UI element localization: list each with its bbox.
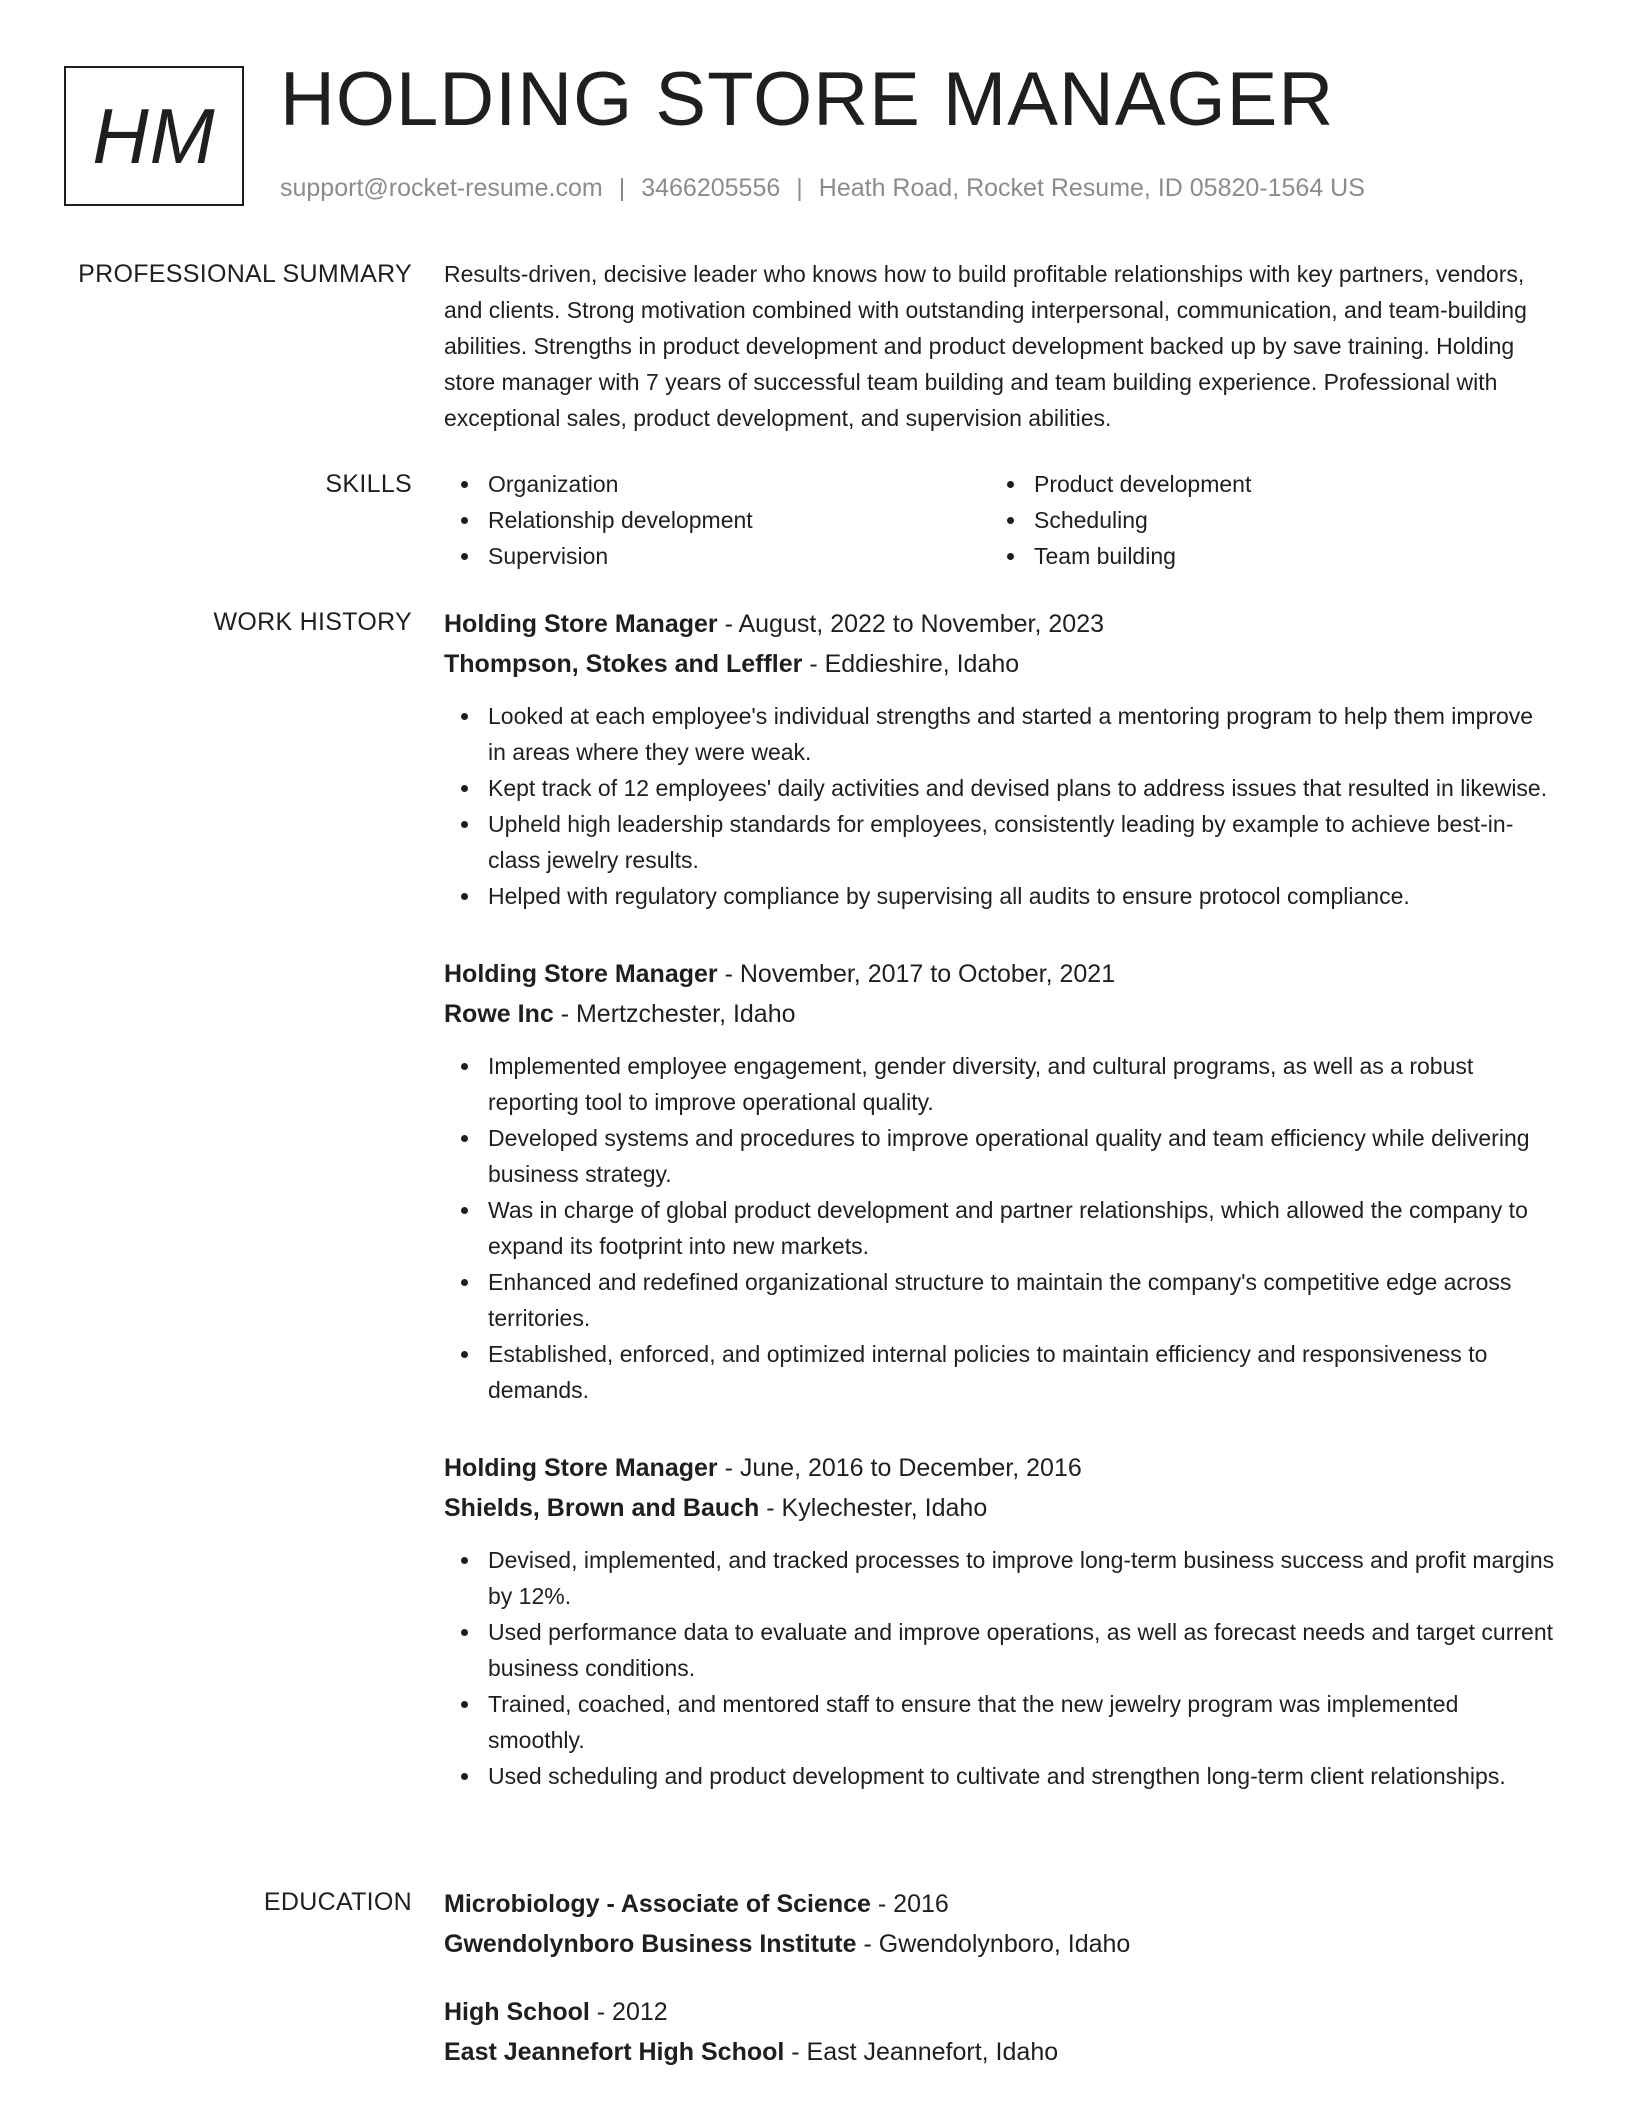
skill-item: Relationship development [444,502,990,538]
job-bullet: Upheld high leadership standards for employees, consistently leading by example to achieve best-in-class jewelry results. [444,806,1556,878]
contact-line [280,174,1365,203]
job-dates: - November, 2017 to October, 2021 [717,960,1116,988]
job-bullet: Helped with regulatory compliance by supervising all audits to ensure protocol compliance. [444,878,1556,914]
education-entry [444,1992,1556,2072]
job-bullet: Developed systems and procedures to improve operational quality and team efficiency while delivering business strategy. [444,1120,1556,1192]
address-text: Heath Road, Rocket Resume, ID 05820-1564 US [818,174,1365,202]
job-location: - Kylechester, Idaho [759,1494,988,1522]
job-bullet: Looked at each employee's individual strengths and started a mentoring program to help them improve in areas where they were weak. [444,698,1556,770]
monogram-logo: HM [64,66,244,206]
job-bullet: Implemented employee engagement, gender diversity, and cultural programs, as well as a robust reporting tool to improve operational quality. [444,1048,1556,1120]
school-name: East Jeannefort High School [444,2038,785,2066]
job-company: Thompson, Stokes and Leffler [444,650,803,678]
job-location: - Mertzchester, Idaho [553,1000,796,1028]
job-company-line [444,1488,1556,1528]
education-entry [444,1884,1556,1964]
job-bullet: Used scheduling and product development to cultivate and strengthen long-term client relationships. [444,1758,1556,1794]
skills-heading: SKILLS [325,470,412,498]
job-location: - Eddieshire, Idaho [802,650,1020,678]
job-entry [444,954,1556,1408]
job-bullet: Established, enforced, and optimized internal policies to maintain efficiency and responsiveness to demands. [444,1336,1556,1408]
skill-item: Supervision [444,538,990,574]
skills-list [444,466,1556,574]
job-bullets [444,1542,1556,1794]
job-title-line [444,604,1556,644]
contact-separator: | [796,174,803,202]
school-name: Gwendolynboro Business Institute [444,1930,857,1958]
job-bullets [444,1048,1556,1408]
page-title: HOLDING STORE MANAGER [280,57,1335,142]
job-bullet: Used performance data to evaluate and improve operations, as well as forecast needs and target current business conditions. [444,1614,1556,1686]
degree-line [444,1884,1556,1924]
skill-item: Organization [444,466,990,502]
job-bullet: Enhanced and redefined organizational structure to maintain the company's competitive edge across territories. [444,1264,1556,1336]
job-company: Shields, Brown and Bauch [444,1494,760,1522]
job-title: Holding Store Manager [444,960,718,988]
work-history-heading: WORK HISTORY [213,608,412,636]
job-title-line [444,954,1556,994]
school-line [444,1924,1556,1964]
degree-name: Microbiology - Associate of Science [444,1890,871,1918]
degree-name: High School [444,1998,590,2026]
school-line [444,2032,1556,2072]
degree-line [444,1992,1556,2032]
job-company: Rowe Inc [444,1000,554,1028]
job-bullets [444,698,1556,914]
skill-item: Product development [990,466,1536,502]
job-company-line [444,994,1556,1034]
job-company-line [444,644,1556,684]
degree-year: - 2012 [589,1998,668,2026]
job-title-line [444,1448,1556,1488]
job-bullet: Devised, implemented, and tracked processes to improve long-term business success and profit margins by 12%. [444,1542,1556,1614]
contact-separator: | [618,174,626,202]
job-dates: - August, 2022 to November, 2023 [717,610,1105,638]
degree-year: - 2016 [870,1890,949,1918]
job-entry [444,604,1556,914]
job-title: Holding Store Manager [444,610,718,638]
job-entry [444,1448,1556,1794]
email-text[interactable]: support@rocket-resume.com [280,174,603,202]
skill-item: Team building [990,538,1536,574]
phone-text[interactable]: 3466205556 [641,174,781,202]
school-location: - Gwendolynboro, Idaho [856,1930,1131,1958]
summary-text: Results-driven, decisive leader who knows how to build profitable relationships with key partners, vendors, and clients. Strong motivation combined with outstanding interpersonal, communication, and team-building abilities. Strengths in product development and product development backed up by save training. Holding store manager with 7 years of successful team building and team building experience. Professional with exceptional sales, product development, and supervision abilities. [444,261,1527,431]
skill-item: Scheduling [990,502,1536,538]
job-bullet: Was in charge of global product development and partner relationships, which allowed the company to expand its footprint into new markets. [444,1192,1556,1264]
job-bullet: Trained, coached, and mentored staff to ensure that the new jewelry program was implemented smoothly. [444,1686,1556,1758]
school-location: - East Jeannefort, Idaho [784,2038,1059,2066]
education-heading: EDUCATION [263,1888,412,1916]
job-bullet: Kept track of 12 employees' daily activities and devised plans to address issues that resulted in likewise. [444,770,1556,806]
job-dates: - June, 2016 to December, 2016 [717,1454,1082,1482]
job-title: Holding Store Manager [444,1454,718,1482]
summary-heading: PROFESSIONAL SUMMARY [78,260,412,288]
